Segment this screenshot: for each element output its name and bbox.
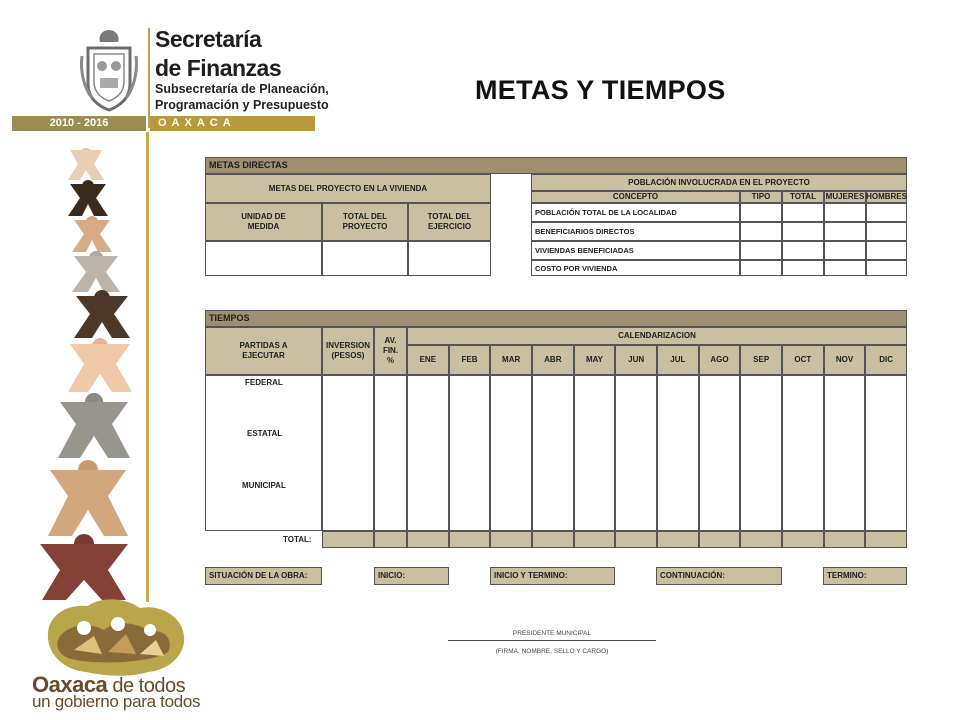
total-month-cell-7[interactable] <box>699 531 741 548</box>
col-inversion: INVERSION (PESOS) <box>322 327 374 375</box>
metas-proyecto-header: METAS DEL PROYECTO EN LA VIVIENDA <box>205 174 491 203</box>
poblacion-cell-0-2[interactable] <box>824 203 866 222</box>
total-month-cell-0[interactable] <box>407 531 449 548</box>
total-month-cell-6[interactable] <box>657 531 699 548</box>
poblacion-cell-2-1[interactable] <box>782 241 824 260</box>
row-federal-label: FEDERAL <box>245 378 283 387</box>
month-column-11[interactable] <box>865 375 907 531</box>
poblacion-cell-3-3[interactable] <box>866 260 907 276</box>
page-title: METAS Y TIEMPOS <box>475 75 726 105</box>
poblacion-cell-2-0[interactable] <box>740 241 782 260</box>
person-figure-9 <box>40 534 128 600</box>
poblacion-cell-3-2[interactable] <box>824 260 866 276</box>
poblacion-cell-3-1[interactable] <box>782 260 824 276</box>
total-inversion-cell[interactable] <box>322 531 374 548</box>
month-header-6: JUL <box>657 345 699 375</box>
row-estatal-label: ESTATAL <box>247 429 283 438</box>
month-header-5: JUN <box>615 345 657 375</box>
av-fin-body[interactable] <box>374 375 407 531</box>
org-subtitle-line2: Programación y Presupuesto <box>155 98 329 112</box>
total-month-cell-3[interactable] <box>532 531 574 548</box>
month-header-4: MAY <box>574 345 616 375</box>
poblacion-cell-2-2[interactable] <box>824 241 866 260</box>
poblacion-row-label-3: COSTO POR VIVIENDA <box>531 260 740 276</box>
situacion-inicio[interactable]: INICIO: <box>374 567 449 585</box>
total-month-cell-5[interactable] <box>615 531 657 548</box>
total-month-cell-8[interactable] <box>740 531 782 548</box>
person-figure-5 <box>74 290 130 338</box>
month-column-3[interactable] <box>532 375 574 531</box>
input-unidad-medida[interactable] <box>205 241 322 276</box>
poblacion-cell-1-0[interactable] <box>740 222 782 241</box>
signature-role: PRESIDENTE MUNICIPAL <box>512 630 592 637</box>
month-header-8: SEP <box>740 345 782 375</box>
month-column-2[interactable] <box>490 375 532 531</box>
calendarizacion-header: CALENDARIZACION <box>407 327 907 345</box>
total-month-cell-4[interactable] <box>574 531 616 548</box>
month-column-9[interactable] <box>782 375 824 531</box>
metas-directas-title: METAS DIRECTAS <box>205 157 907 174</box>
person-figure-2 <box>68 180 108 216</box>
total-month-cell-2[interactable] <box>490 531 532 548</box>
poblacion-cell-2-3[interactable] <box>866 241 907 260</box>
header-divider <box>148 28 150 128</box>
situacion-label: SITUACIÓN DE LA OBRA: <box>205 567 322 585</box>
month-column-8[interactable] <box>740 375 782 531</box>
total-month-cell-10[interactable] <box>824 531 866 548</box>
poblacion-cell-1-1[interactable] <box>782 222 824 241</box>
poblacion-cell-1-2[interactable] <box>824 222 866 241</box>
col-av-fin: AV. FIN. % <box>374 327 407 375</box>
total-month-cell-9[interactable] <box>782 531 824 548</box>
month-column-4[interactable] <box>574 375 616 531</box>
pcol-hombres: HOMBRES <box>866 192 907 201</box>
poblacion-header: POBLACIÓN INVOLUCRADA EN EL PROYECTO <box>531 174 907 191</box>
month-column-7[interactable] <box>699 375 741 531</box>
month-header-0: ENE <box>407 345 449 375</box>
month-header-11: DIC <box>865 345 907 375</box>
col-total-proyecto: TOTAL DEL PROYECTO <box>322 203 408 241</box>
org-subtitle-line1: Subsecretaría de Planeación, <box>155 82 329 96</box>
state-seal-icon <box>78 26 140 114</box>
input-total-ejercicio[interactable] <box>408 241 491 276</box>
month-column-5[interactable] <box>615 375 657 531</box>
person-figure-3 <box>72 216 112 252</box>
total-month-cell-1[interactable] <box>449 531 491 548</box>
tiempos-title: TIEMPOS <box>205 310 907 327</box>
month-column-1[interactable] <box>449 375 491 531</box>
oaxaca-map-logo-icon <box>40 592 190 678</box>
poblacion-row-label-1: BENEFICIARIOS DIRECTOS <box>531 222 740 241</box>
poblacion-cell-1-3[interactable] <box>866 222 907 241</box>
total-month-cell-11[interactable] <box>865 531 907 548</box>
poblacion-cell-0-3[interactable] <box>866 203 907 222</box>
org-name-line1: Secretaría <box>155 26 262 52</box>
person-figure-7 <box>58 393 130 458</box>
decorative-gold-line <box>146 132 149 602</box>
col-total-ejercicio: TOTAL DEL EJERCICIO <box>408 203 491 241</box>
month-column-0[interactable] <box>407 375 449 531</box>
state-bar: OAXACA <box>150 116 315 131</box>
month-header-2: MAR <box>490 345 532 375</box>
situacion-continuacion[interactable]: CONTINUACIÓN: <box>656 567 782 585</box>
inversion-body[interactable] <box>322 375 374 531</box>
poblacion-cell-0-1[interactable] <box>782 203 824 222</box>
poblacion-cell-0-0[interactable] <box>740 203 782 222</box>
month-header-7: AGO <box>699 345 741 375</box>
pcol-mujeres: MUJERES <box>825 192 865 201</box>
total-av-cell[interactable] <box>374 531 407 548</box>
person-figure-6 <box>68 338 132 392</box>
person-figure-1 <box>68 148 104 180</box>
signature-instructions: (FIRMA, NOMBRE, SELLO Y CARGO) <box>495 648 609 655</box>
row-municipal-label: MUNICIPAL <box>242 481 286 490</box>
month-column-6[interactable] <box>657 375 699 531</box>
org-name-line2: de Finanzas <box>155 55 282 81</box>
month-column-10[interactable] <box>824 375 866 531</box>
signature-line[interactable] <box>448 640 656 641</box>
poblacion-row-label-2: VIVIENDAS BENEFICIADAS <box>531 241 740 260</box>
slogan-line1: Oaxaca de todos <box>32 672 186 697</box>
people-chain-illustration <box>30 140 142 600</box>
total-label: TOTAL: <box>283 535 312 544</box>
pcol-tipo: TIPO <box>740 191 782 203</box>
poblacion-cell-3-0[interactable] <box>740 260 782 276</box>
month-header-1: FEB <box>449 345 491 375</box>
month-header-9: OCT <box>782 345 824 375</box>
person-figure-8 <box>48 460 128 536</box>
pcol-total: TOTAL <box>782 191 824 203</box>
poblacion-row-label-0: POBLACIÓN TOTAL DE LA LOCALIDAD <box>531 203 740 222</box>
col-partidas: PARTIDAS A EJECUTAR <box>205 327 322 375</box>
input-total-proyecto[interactable] <box>322 241 408 276</box>
years-bar: 2010 - 2016 <box>12 116 146 131</box>
person-figure-4 <box>72 251 120 292</box>
month-header-3: ABR <box>532 345 574 375</box>
month-header-10: NOV <box>824 345 866 375</box>
slogan-line2: un gobierno para todos <box>32 692 201 711</box>
pcol-concepto: CONCEPTO <box>531 191 740 203</box>
col-unidad-medida: UNIDAD DE MEDIDA <box>205 203 322 241</box>
situacion-termino[interactable]: TERMINO: <box>823 567 907 585</box>
partidas-body <box>205 375 322 531</box>
situacion-inicio-termino[interactable]: INICIO Y TERMINO: <box>490 567 615 585</box>
